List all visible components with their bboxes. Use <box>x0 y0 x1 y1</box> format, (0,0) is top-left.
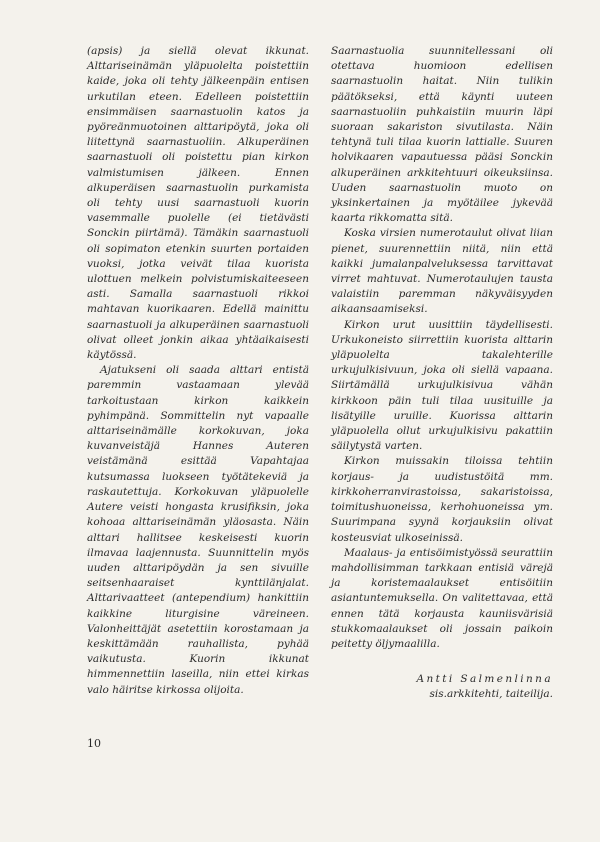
paragraph: (apsis) ja siellä olevat ikkunat. Alttariseinämän yläpuolelta poistettiin kaide, joka oli tehty jälkeenpäin entisen urkutilan eteen. Edelleen poistettiin ensimmäisen saarnastuolin katos ja pyöreänmuotoinen alttaripöytä, joka oli liitettynä saarnastuoliin. Alkuperäinen saarnastuoli oli poistettu pian kirkon valmistumisen jälkeen. Ennen alkuperäisen saarnastuolin purkamista oli tehty uusi saarnastuoli kuorin vasemmalle puolelle (ei tietävästi Sonckin piirtämä). Tämäkin saarnastuoli oli sopimaton etenkin suurten portaiden vuoksi, jotka veivät tilaa kuorista ulottuen melkein polvistumiskaiteeseen asti. Samalla saarnastuoli rikkoi mahtavan kuorikaaren. Edellä mainittu saarnastuoli ja alkuperäinen saarnastuoli olivat olleet jonkin aikaa yhtäaikaisesti käytössä. <box>87 45 309 362</box>
paragraph: Saarnastuolia suunnitellessani oli otettava huomioon edellisen saarnastuolin haitat. Niin tulikin päätökseksi, että käynti uuteen saarnastuoliin puhkaistiin muurin läpi suoraan sakariston sivutilasta. Näin tehtynä tuli tilaa kuorin lattialle. Suuren holvikaaren vapautuessa pääsi Sonckin alkuperäinen arkkitehtuuri oikeuksiinsa. Uuden saarnastuolin muoto on yksinkertainen ja myötäilee jykevää kaarta rikkomatta sitä. <box>331 45 553 225</box>
left-text-column <box>87 44 309 698</box>
right-text-column <box>331 44 553 703</box>
signature-title: sis.arkkitehti, taiteilija. <box>429 688 553 701</box>
page-number: 10 <box>87 737 101 750</box>
paragraph: Kirkon muissakin tiloissa tehtiin korjaus- ja uudistustöitä mm. kirkkoherranvirastoissa, sakaristoissa, toimitushuoneissa, kerhohuoneissa ym. Suurimpana syynä korjauksiin olivat kosteusviat ulkoseinissä. <box>331 455 553 544</box>
signature-name: Antti Salmenlinna <box>416 673 553 686</box>
paragraph: Kirkon urut uusittiin täydellisesti. Urkukoneisto siirrettiin kuorista alttarin yläpuolelta takalehterille urkujulkisivuun, joka oli siellä vapaana. Siirtämällä urkujulkisivua vähän kirkkoon päin tuli tilaa uusituille ja lisätyille uruille. Kuorissa alttarin yläpuolella ollut urkujulkisivu pakattiin säilytystä varten. <box>331 318 553 453</box>
signature <box>331 672 553 702</box>
paragraph: Ajatukseni oli saada alttari entistä paremmin vastaamaan ylevää tarkoitustaan kirkon kaikkein pyhimpänä. Sommittelin nyt vapaalle alttariseinämälle korkokuvan, joka kuvanveistäjä Hannes Auteren veistämänä esittää Vapahtajaa kutsumassa luokseen työtätekeviä ja raskautettuja. Korkokuvan yläpuolelle Autere veisti hongasta krusifiksin, joka kohoaa alttariseinämän yläosasta. Näin alttari hallitsee keskeisesti kuorin ilmavaa laajennusta. Suunnittelin myös uuden alttaripöydän ja sen sivuille seitsenhaaraiset kynttilänjalat. Alttarivaatteet (antependium) hankittiin kaikkine liturgisine väreineen. Valonheittäjät asetettiin korostamaan ja keskittämään rauhallista, pyhää vaikutusta. Kuorin ikkunat himmennettiin laseilla, niin ettei kirkas valo häiritse kirkossa olijoita. <box>87 364 309 696</box>
paragraph: Maalaus- ja entisöimistyössä seurattiin mahdollisimman tarkkaan entisiä värejä ja koristemaalaukset entisöitiin asiantuntemuksella. On valitettavaa, että ennen tätä korjausta kauniisvärisiä stukkomaalaukset oli jossain paikoin peitetty öljymaalilla. <box>331 546 553 650</box>
paragraph: Koska virsien numerotaulut olivat liian pienet, suurennettiin niitä, niin että kaikki jumalanpalveluksessa tarvittavat virret mahtuvat. Numerotaulujen tausta valaistiin paremman näkyväisyyden aikaansaamiseksi. <box>331 227 553 316</box>
